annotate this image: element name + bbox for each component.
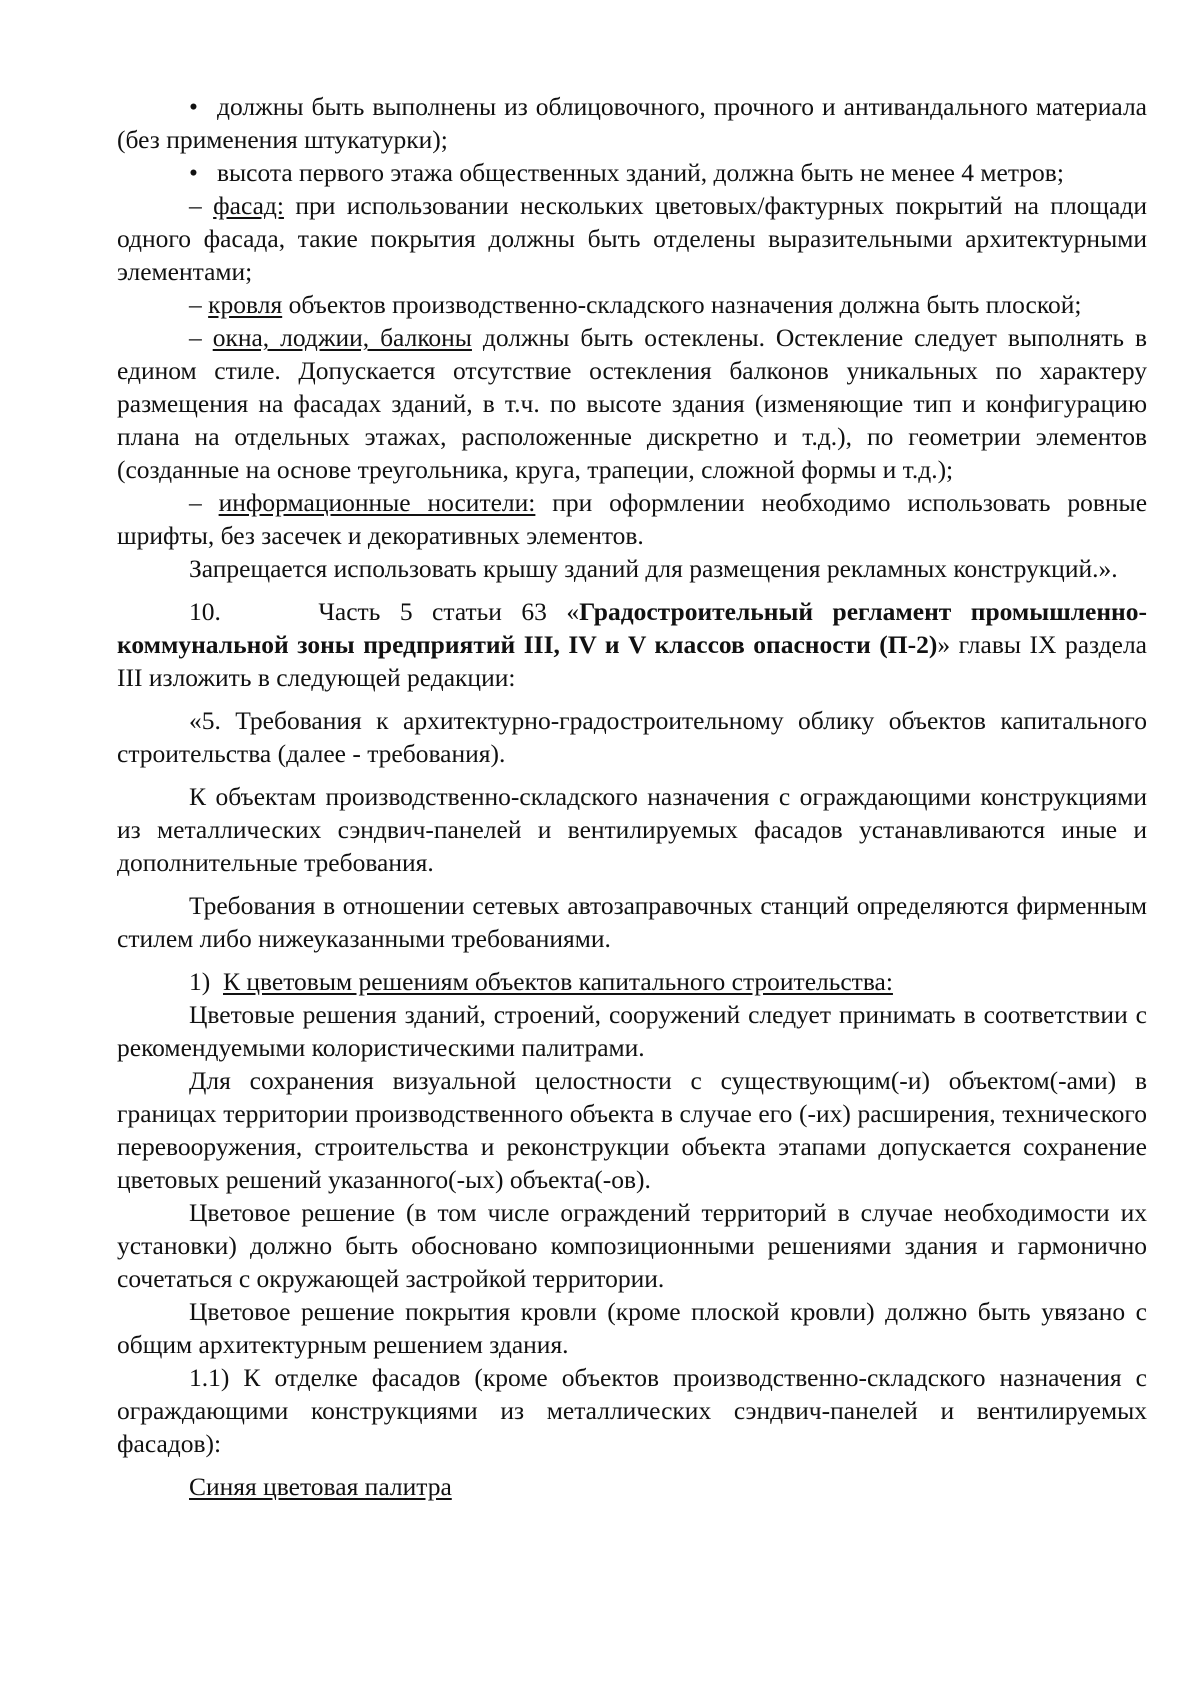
paragraph-roof-color: Цветовое решение покрытия кровли (кроме плоской кровли) должно быть увязано с общим архитектурным решением здания. [117, 1297, 1147, 1359]
paragraph-text: должны быть выполнены из облицовочного, прочного и антивандального материала (без применения штукатурки); [117, 92, 1147, 154]
paragraph-roof-ads: Запрещается использовать крышу зданий для размещения рекламных конструкций.». [189, 554, 1118, 583]
term-info-carriers: информационные носители: [218, 488, 536, 517]
paragraph-facade-finishing: 1.1) К отделке фасадов (кроме объектов производственно-складского назначения с ограждающими конструкциями из металлических сэндвич-панелей и вентилируемых фасадов): [117, 1363, 1147, 1458]
bold-title: Градостроительный регламент промышленно-коммунальной зоны предприятий III, IV и V классов опасности (П-2) [117, 597, 1147, 659]
dash-marker: – [189, 323, 202, 352]
dash-marker: – [189, 290, 202, 319]
dash-paragraph-roof [117, 288, 1147, 321]
paragraph-article-63 [117, 595, 1147, 694]
term-facade: фасад: [213, 191, 284, 220]
palette-heading [117, 1470, 1147, 1503]
dash-paragraph-info-carriers [117, 486, 1147, 552]
dash-marker: – [189, 191, 202, 220]
paragraph-text: высота первого этажа общественных зданий, должна быть не менее 4 метров; [217, 158, 1064, 187]
bullet-icon: • [189, 92, 198, 121]
section-heading: К цветовым решениям объектов капитального строительства: [223, 967, 893, 996]
paragraph-text: Часть 5 статьи 63 « [318, 597, 580, 626]
paragraph-color-solutions-heading [117, 965, 1147, 998]
item-number: 1) [189, 967, 211, 996]
term-roof: кровля [208, 290, 283, 319]
paragraph-requirements: «5. Требования к архитектурно-градостроительному облику объектов капитального строительства (далее - требования). [117, 706, 1147, 768]
document-page [117, 90, 1147, 1503]
dash-marker: – [189, 488, 202, 517]
paragraph-sandwich-panels: К объектам производственно-складского назначения с ограждающими конструкциями из металлических сэндвич-панелей и вентилируемых фасадов устанавливаются иные и дополнительные требования. [117, 782, 1147, 877]
paragraph-text: при оформлении необходимо использовать ровные шрифты, без засечек и декоративных элементов. [117, 488, 1148, 550]
paragraph-text: » главы IX раздела III изложить в следующей редакции: [117, 630, 1147, 692]
paragraph-text: должны быть остеклены. Остекление следует выполнять в едином стиле. Допускается отсутствие остекления балконов уникальных по характеру размещения на фасадах зданий, в т.ч. по высоте здания (изменяющие тип и конфигурацию плана на отдельных этажах, расположенные дискретно и т.д.), по геометрии элементов (созданные на основе треугольника, круга, трапеции, сложной формы и т.д.); [117, 323, 1148, 484]
bullet-paragraph-facing-material [117, 90, 1147, 156]
dash-paragraph-facade [117, 189, 1147, 288]
paragraph-text: при использовании нескольких цветовых/фактурных покрытий на площади одного фасада, такие покрытия должны быть отделены выразительными архитектурными элементами; [117, 191, 1148, 286]
bullet-icon: • [189, 158, 198, 187]
paragraph-palettes: Цветовые решения зданий, строений, сооружений следует принимать в соответствии с рекомендуемыми колористическими палитрами. [117, 1000, 1147, 1062]
paragraph-visual-integrity: Для сохранения визуальной целостности с существующим(-и) объектом(-ами) в границах территории производственного объекта в случае его (-их) расширения, технического перевооружения, строительства и реконструкции объекта этапами допускается сохранение цветовых решений указанного(-ых) объекта(-ов). [117, 1066, 1147, 1194]
dash-paragraph-windows [117, 321, 1147, 486]
paragraph-color-justification: Цветовое решение (в том числе ограждений территорий в случае необходимости их установки) должно быть обосновано композиционными решениями здания и гармонично сочетаться с окружающей застройкой территории. [117, 1198, 1147, 1293]
blue-palette-title: Синяя цветовая палитра [189, 1472, 452, 1501]
term-windows: окна, лоджии, балконы [212, 323, 472, 352]
bullet-paragraph-floor-height [117, 156, 1147, 189]
paragraph-text: объектов производственно-складского назначения должна быть плоской; [288, 290, 1082, 319]
paragraph-gas-stations: Требования в отношении сетевых автозаправочных станций определяются фирменным стилем либо нижеуказанными требованиями. [117, 891, 1147, 953]
item-number: 10. [189, 597, 221, 626]
